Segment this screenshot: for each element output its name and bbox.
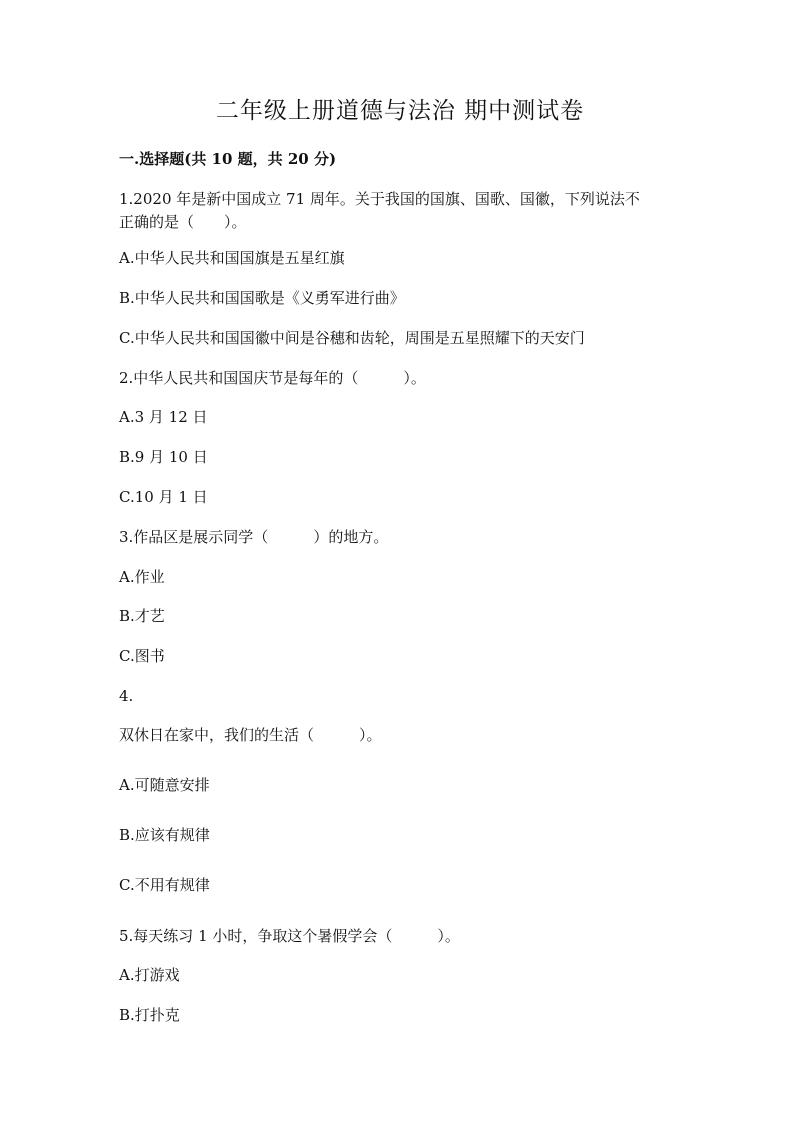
question-3-stem: 3.作品区是展示同学（ ）的地方。: [119, 528, 389, 546]
question-2-option-b: B.9 月 10 日: [119, 448, 208, 466]
question-1-stem-line-2: 正确的是（ ）。: [119, 213, 247, 231]
section-heading: 一.选择题(共 10 题，共 20 分): [119, 150, 337, 168]
question-2-option-c: C.10 月 1 日: [119, 488, 208, 506]
question-4-option-a: A.可随意安排: [119, 776, 210, 794]
question-1-option-c: C.中华人民共和国国徽中间是谷穗和齿轮，周围是五星照耀下的天安门: [119, 329, 585, 347]
question-3-option-a: A.作业: [119, 568, 165, 586]
question-4-number: 4.: [119, 687, 134, 705]
question-5-option-b: B.打扑克: [119, 1006, 180, 1024]
question-5-stem: 5.每天练习 1 小时，争取这个暑假学会（ ）。: [119, 927, 460, 945]
question-4-stem: 双休日在家中，我们的生活（ ）。: [119, 726, 382, 744]
question-3-option-c: C.图书: [119, 647, 165, 665]
question-5-option-a: A.打游戏: [119, 966, 180, 984]
question-4-option-c: C.不用有规律: [119, 876, 210, 894]
question-4-option-b: B.应该有规律: [119, 826, 210, 844]
question-1-option-b: B.中华人民共和国国歌是《义勇军进行曲》: [119, 289, 405, 307]
question-3-option-b: B.才艺: [119, 607, 165, 625]
question-2-stem: 2.中华人民共和国国庆节是每年的（ ）。: [119, 369, 426, 387]
question-1-option-a: A.中华人民共和国国旗是五星红旗: [119, 249, 345, 267]
question-1-stem-line-1: 1.2020 年是新中国成立 71 周年。关于我国的国旗、国歌、国徽，下列说法不: [119, 190, 640, 208]
question-2-option-a: A.3 月 12 日: [119, 408, 208, 426]
page-title: 二年级上册道德与法治 期中测试卷: [215, 98, 585, 124]
